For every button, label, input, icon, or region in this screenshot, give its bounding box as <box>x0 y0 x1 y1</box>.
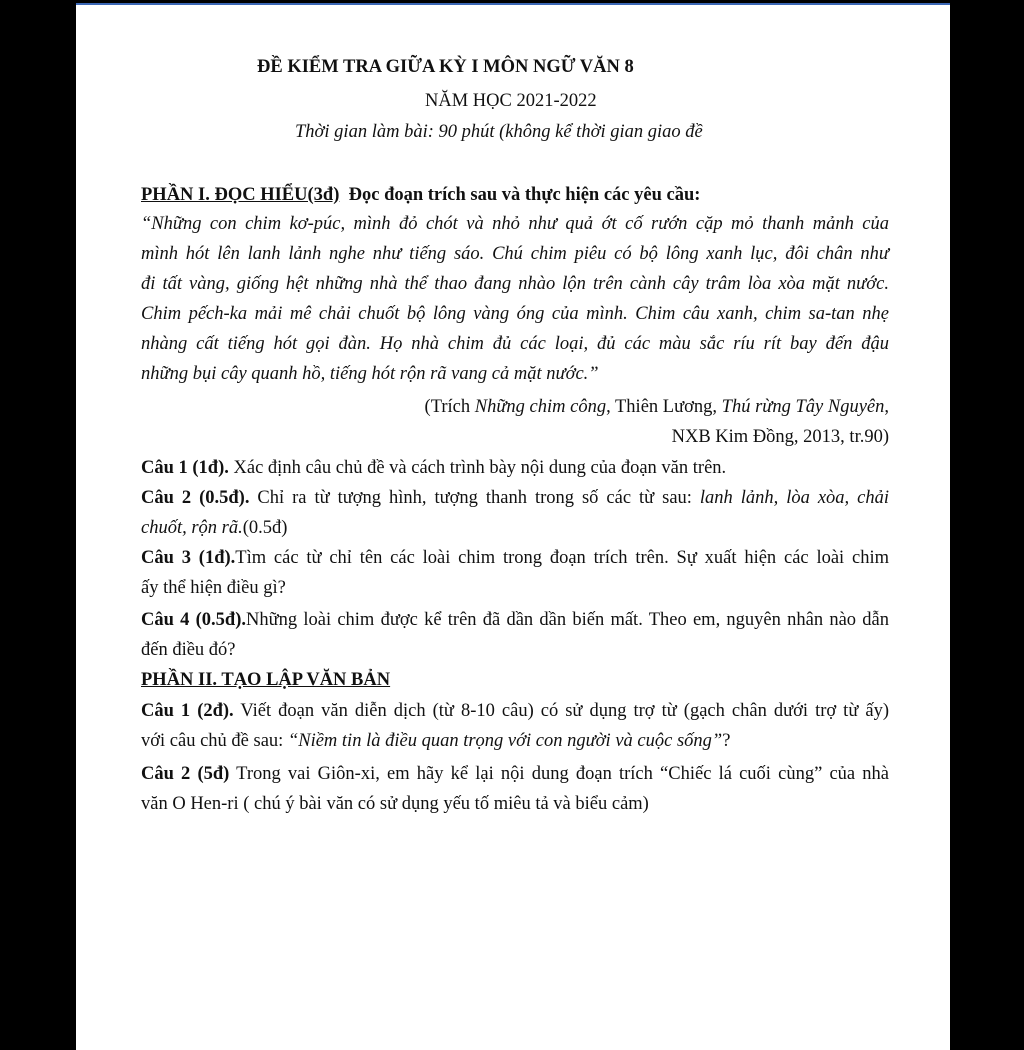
part2-question-2: Câu 2 (5đ) Trong vai Giôn-xi, em hãy kể lại nội dung đoạn trích “Chiếc lá cuối cùng” của nhà văn O Hen-ri ( chú ý bài văn có sử dụng yếu tố miêu tả và biểu cảm) <box>141 764 889 814</box>
passage-line: “Những con chim kơ-púc, mình đỏ chót và nhỏ như quả ớt cố rướn cặp mỏ thanh mảnh của <box>141 214 889 234</box>
question-label: Câu 1 (2đ). <box>141 701 234 721</box>
passage-line: những bụi cây quanh hồ, tiếng hót rộn rã vang cả mặt nước.” <box>141 364 599 384</box>
source-book: Thú rừng Tây Nguyên <box>721 397 885 417</box>
part1-instruction: Đọc đoạn trích sau và thực hiện các yêu cầu: <box>348 185 701 205</box>
school-year: NĂM HỌC 2021-2022 <box>425 91 597 111</box>
passage-line: mình hót lên lanh lảnh nghe như tiếng sáo. Chú chim piêu có bộ lông xanh lục, đôi chân như <box>141 244 889 264</box>
passage-line: đi tất vàng, giống hệt những nhà thể thao đang nhào lộn trên cành cây trâm lòa xòa mặt nước. <box>141 274 889 294</box>
question-3: Câu 3 (1đ).Tìm các từ chỉ tên các loài chim trong đoạn trích trên. Sự xuất hiện các loài chim ấy thể hiện điều gì? <box>141 548 889 598</box>
question-4: Câu 4 (0.5đ).Những loài chim được kể trên đã dần dần biến mất. Theo em, nguyên nhân nào dẫn đến điều đó? <box>141 610 889 660</box>
part2-heading-line <box>141 665 889 695</box>
question-2: Câu 2 (0.5đ). Chỉ ra từ tượng hình, tượng thanh trong số các từ sau: lanh lảnh, lòa xòa, chải chuốt, rộn rã.(0.5đ) <box>141 488 890 538</box>
question-1: Câu 1 (1đ). Xác định câu chủ đề và cách trình bày nội dung của đoạn văn trên. <box>141 458 727 478</box>
question-label: Câu 2 (0.5đ). <box>141 488 250 508</box>
part1-heading-line <box>141 180 889 210</box>
question-label: Câu 4 (0.5đ). <box>141 610 246 630</box>
time-allowed: Thời gian làm bài: 90 phút (không kể thời gian giao đề <box>295 122 703 142</box>
passage-source: (Trích Những chim công, Thiên Lương, Thú rừng Tây Nguyên, NXB Kim Đồng, 2013, tr.90) <box>141 392 889 452</box>
question-label: Câu 3 (1đ). <box>141 548 236 568</box>
passage <box>141 209 889 389</box>
part2-question-1: Câu 1 (2đ). Viết đoạn văn diễn dịch (từ 8-10 câu) có sử dụng trợ từ (gạch chân dưới trợ từ ấy) với câu chủ đề sau: “Niềm tin là điều quan trọng với con người và cuộc sống”? <box>141 701 889 751</box>
document-page <box>76 3 950 1050</box>
part2-heading: PHẦN II. TẠO LẬP VĂN BẢN <box>141 670 391 690</box>
exam-title: ĐỀ KIỂM TRA GIỮA KỲ I MÔN NGỮ VĂN 8 <box>257 57 634 77</box>
source-publisher: NXB Kim Đồng, 2013, tr.90) <box>671 427 889 447</box>
topic-sentence: “Niềm tin là điều quan trọng với con người và cuộc sống” <box>287 731 723 751</box>
part1-heading: PHẦN I. ĐỌC HIỂU(3đ) <box>141 185 340 205</box>
question-label: Câu 2 (5đ) <box>141 764 230 784</box>
passage-line: nhàng cất tiếng hót gọi đàn. Họ nhà chim đủ các loại, đủ các màu sắc ríu rít bay đến đậu <box>141 334 889 354</box>
question-label: Câu 1 (1đ). <box>141 458 229 478</box>
source-work: Những chim công <box>474 397 607 417</box>
passage-line: Chim pếch-ka mải mê chải chuốt bộ lông vàng óng của mình. Chim câu xanh, chim sa-tan nhẹ <box>141 304 889 324</box>
